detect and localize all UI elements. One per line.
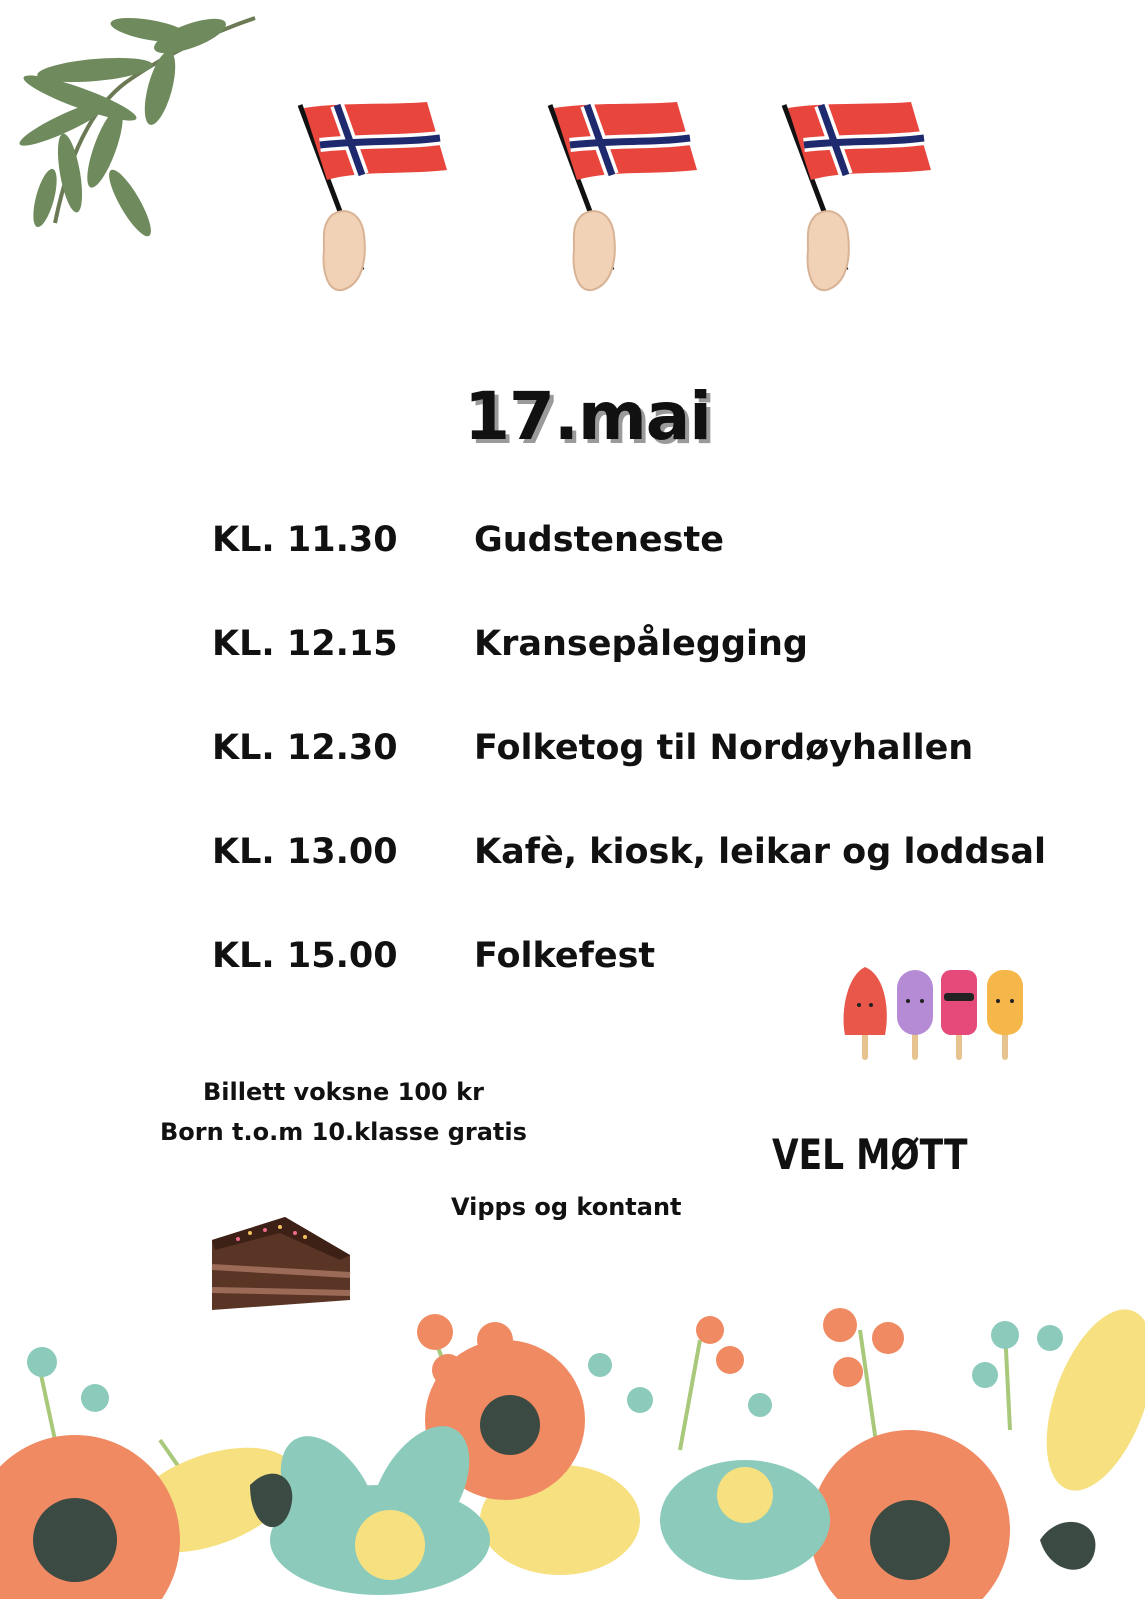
ticket-adults: Billett voksne 100 kr xyxy=(203,1078,484,1106)
norwegian-flag-icon xyxy=(542,100,702,295)
schedule-time: KL. 12.15 xyxy=(212,624,398,664)
schedule-event: Folkefest xyxy=(474,936,656,976)
popsicles-icon xyxy=(840,965,1025,1070)
ticket-children: Born t.o.m 10.klasse gratis xyxy=(160,1118,527,1146)
schedule-time: KL. 12.30 xyxy=(212,728,398,768)
norwegian-flag-icon xyxy=(776,100,936,295)
greeting-text: VEL MØTT xyxy=(772,1130,968,1179)
schedule-event: Gudsteneste xyxy=(474,520,724,560)
payment-methods: Vipps og kontant xyxy=(451,1193,682,1221)
schedule-time: KL. 13.00 xyxy=(212,832,398,872)
schedule-event: Kransepålegging xyxy=(474,624,808,664)
leaf-branch-icon xyxy=(10,8,260,243)
cake-slice-icon xyxy=(210,1215,355,1310)
schedule-time: KL. 11.30 xyxy=(212,520,398,560)
schedule-time: KL. 15.00 xyxy=(212,936,398,976)
schedule-event: Kafè, kiosk, leikar og loddsal xyxy=(474,832,1047,872)
schedule-event: Folketog til Nordøyhallen xyxy=(474,728,974,768)
page-title: 17.mai xyxy=(464,378,711,455)
flowers-border xyxy=(0,1310,1145,1599)
norwegian-flag-icon xyxy=(292,100,452,295)
